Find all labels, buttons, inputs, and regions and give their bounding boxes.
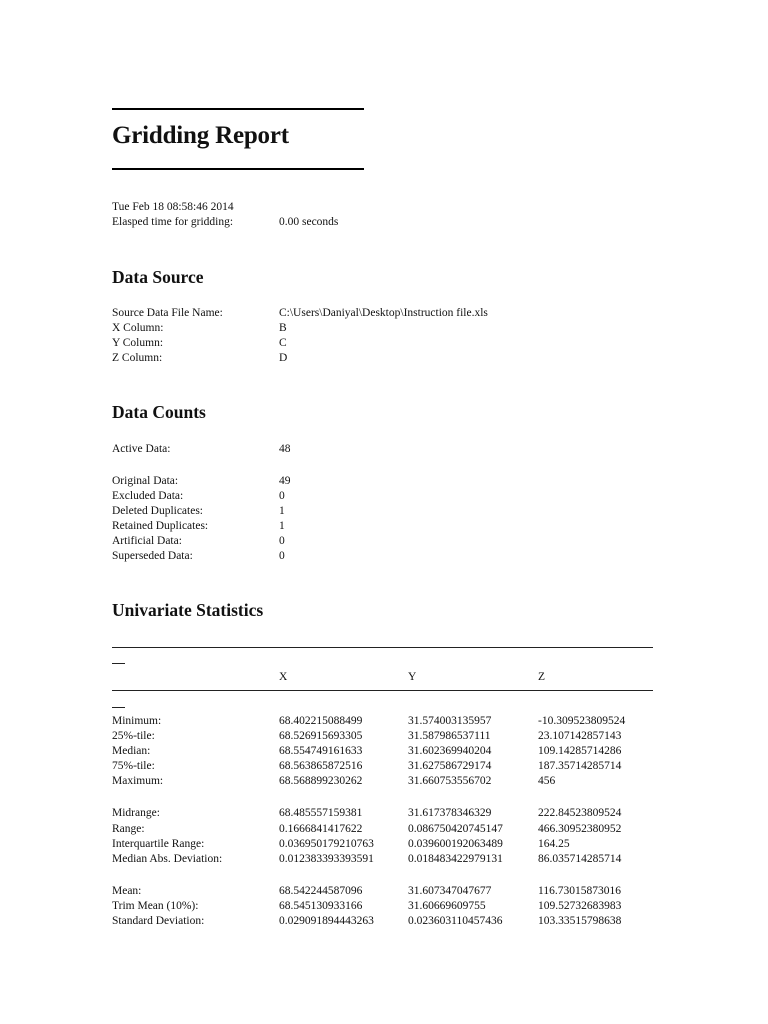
stat-label: Midrange: xyxy=(112,807,160,819)
stat-y-value: 0.023603110457436 xyxy=(408,915,503,927)
data-source-label: Source Data File Name: xyxy=(112,307,223,319)
data-source-value: D xyxy=(279,352,288,364)
table-rule-tail xyxy=(112,707,125,708)
data-count-label: Excluded Data: xyxy=(112,490,184,502)
stat-x-value: 68.563865872516 xyxy=(279,760,363,772)
data-count-value: 1 xyxy=(279,520,285,532)
data-source-value: B xyxy=(279,322,287,334)
stat-z-value: 164.25 xyxy=(538,838,570,850)
stat-label: Mean: xyxy=(112,885,142,897)
stat-z-value: -10.309523809524 xyxy=(538,715,626,727)
stat-y-value: 31.660753556702 xyxy=(408,775,492,787)
stat-y-value: 0.039600192063489 xyxy=(408,838,503,850)
title-rule-bottom xyxy=(112,168,364,170)
stat-y-value: 31.587986537111 xyxy=(408,730,491,742)
stat-z-value: 222.84523809524 xyxy=(538,807,622,819)
stat-z-value: 109.52732683983 xyxy=(538,900,622,912)
stat-y-value: 31.574003135957 xyxy=(408,715,492,727)
univariate-heading: Univariate Statistics xyxy=(112,600,264,620)
elapsed-value: 0.00 seconds xyxy=(279,216,339,228)
report-title: Gridding Report xyxy=(112,122,289,149)
stat-x-value: 0.036950179210763 xyxy=(279,838,374,850)
title-rule-top xyxy=(112,108,364,110)
stat-label: Standard Deviation: xyxy=(112,915,205,927)
stat-z-value: 456 xyxy=(538,775,556,787)
data-source-heading: Data Source xyxy=(112,267,204,287)
stat-label: Median Abs. Deviation: xyxy=(112,853,223,865)
data-source-label: Z Column: xyxy=(112,352,163,364)
data-count-value: 48 xyxy=(279,443,291,455)
stat-z-value: 86.035714285714 xyxy=(538,853,622,865)
stat-y-value: 31.607347047677 xyxy=(408,885,492,897)
data-source-label: Y Column: xyxy=(112,337,164,349)
data-count-label: Superseded Data: xyxy=(112,550,193,562)
data-source-value: C:\Users\Daniyal\Desktop\Instruction file.xls xyxy=(279,307,488,319)
stat-x-value: 0.029091894443263 xyxy=(279,915,374,927)
stat-z-value: 23.107142857143 xyxy=(538,730,622,742)
stat-x-value: 68.526915693305 xyxy=(279,730,363,742)
stat-y-value: 0.018483422979131 xyxy=(408,853,503,865)
stat-label: Trim Mean (10%): xyxy=(112,900,199,912)
stat-x-value: 0.1666841417622 xyxy=(279,823,363,835)
stat-x-value: 68.554749161633 xyxy=(279,745,363,757)
data-count-label: Retained Duplicates: xyxy=(112,520,209,532)
stat-label: 75%-tile: xyxy=(112,760,155,772)
stat-y-value: 31.617378346329 xyxy=(408,807,492,819)
stat-label: 25%-tile: xyxy=(112,730,155,742)
data-source-label: X Column: xyxy=(112,322,164,334)
data-count-value: 0 xyxy=(279,490,285,502)
stat-x-value: 0.012383393393591 xyxy=(279,853,374,865)
table-rule xyxy=(112,690,653,691)
column-header-x: X xyxy=(279,671,288,683)
data-count-value: 49 xyxy=(279,475,291,487)
stat-y-value: 31.602369940204 xyxy=(408,745,492,757)
data-count-label: Active Data: xyxy=(112,443,171,455)
stat-x-value: 68.568899230262 xyxy=(279,775,363,787)
stat-x-value: 68.485557159381 xyxy=(279,807,363,819)
stat-label: Range: xyxy=(112,823,145,835)
stat-label: Maximum: xyxy=(112,775,164,787)
stat-label: Minimum: xyxy=(112,715,162,727)
stat-x-value: 68.542244587096 xyxy=(279,885,363,897)
table-rule-tail xyxy=(112,663,125,664)
data-counts-heading: Data Counts xyxy=(112,402,206,422)
stat-label: Interquartile Range: xyxy=(112,838,205,850)
table-rule xyxy=(112,647,653,648)
stat-y-value: 31.60669609755 xyxy=(408,900,486,912)
stat-label: Median: xyxy=(112,745,151,757)
data-source-value: C xyxy=(279,337,287,349)
stat-z-value: 187.35714285714 xyxy=(538,760,622,772)
stat-x-value: 68.545130933166 xyxy=(279,900,363,912)
stat-z-value: 116.73015873016 xyxy=(538,885,621,897)
data-count-label: Deleted Duplicates: xyxy=(112,505,204,517)
stat-y-value: 0.086750420745147 xyxy=(408,823,503,835)
data-count-value: 0 xyxy=(279,550,285,562)
column-header-y: Y xyxy=(408,671,417,683)
stat-y-value: 31.627586729174 xyxy=(408,760,492,772)
report-date: Tue Feb 18 08:58:46 2014 xyxy=(112,201,234,213)
data-count-label: Original Data: xyxy=(112,475,179,487)
stat-x-value: 68.402215088499 xyxy=(279,715,363,727)
data-count-label: Artificial Data: xyxy=(112,535,182,547)
data-count-value: 0 xyxy=(279,535,285,547)
elapsed-label: Elasped time for gridding: xyxy=(112,216,234,228)
stat-z-value: 103.33515798638 xyxy=(538,915,622,927)
column-header-z: Z xyxy=(538,671,546,683)
stat-z-value: 109.14285714286 xyxy=(538,745,622,757)
data-count-value: 1 xyxy=(279,505,285,517)
stat-z-value: 466.30952380952 xyxy=(538,823,622,835)
